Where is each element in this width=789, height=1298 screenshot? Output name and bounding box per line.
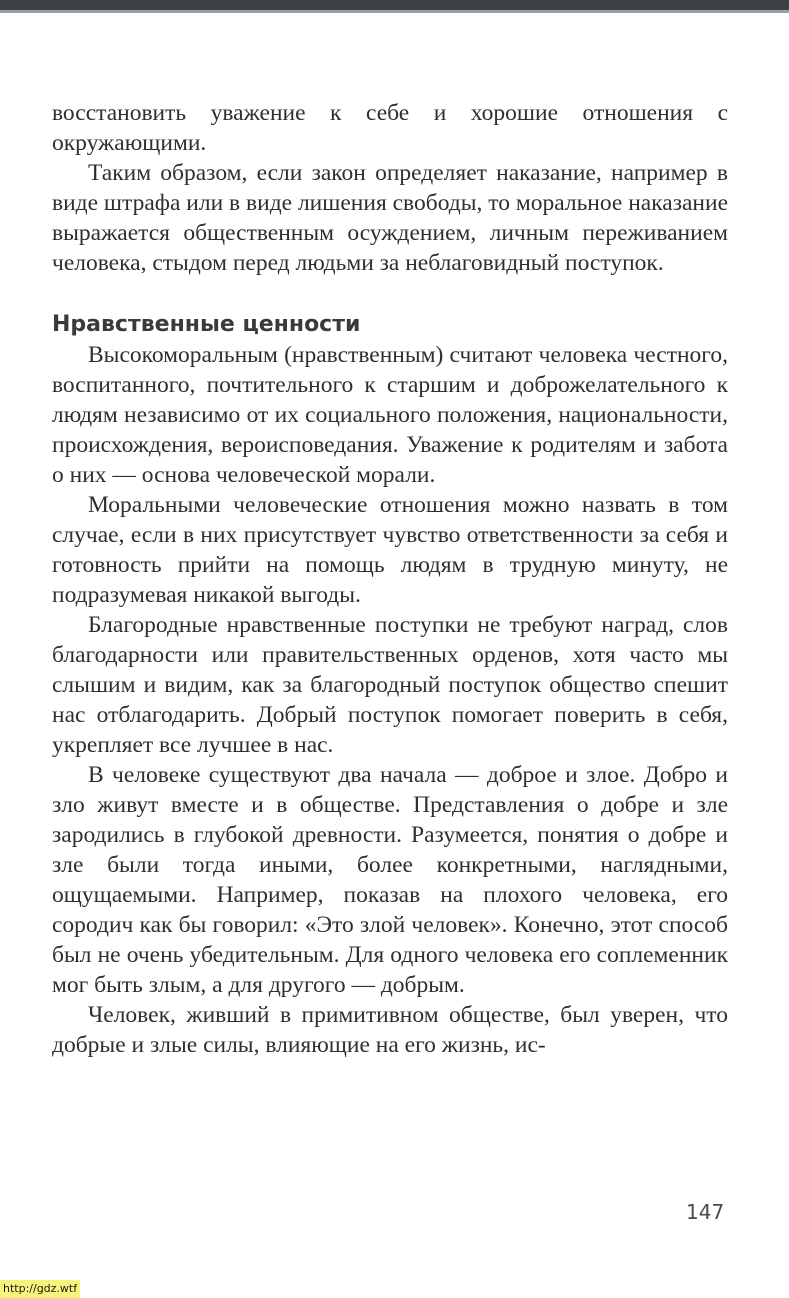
section-heading: Нравственные ценности	[52, 312, 361, 337]
paragraph: Таким образом, если закон определяет наказание, например в виде штрафа или в виде лишения свободы, то моральное наказание выражается общественным осуждением, личным переживанием человека, стыдом перед людьми за неблаговидный поступок.	[52, 160, 729, 276]
watermark-link[interactable]: http://gdz.wtf	[0, 1280, 80, 1298]
paragraph: Человек, живший в примитивном обществе, был уверен, что добрые и злые силы, влияющие на его жизнь, ис-	[52, 1002, 728, 1058]
paragraph-continued: восстановить уважение к себе и хорошие отношения с окружающими.	[52, 100, 728, 156]
book-page-text	[52, 98, 728, 1060]
paragraph: Благородные нравственные поступки не требуют наград, слов благодарности или правительственных орденов, хотя часто мы слышим и видим, как за благородный поступок общество спешит нас отблагодарить. Добрый поступок помогает поверить в себя, укрепляет все лучшее в нас.	[52, 612, 728, 758]
page-top-border	[0, 0, 789, 10]
paragraph: В человеке существуют два начала — доброе и злое. Добро и зло живут вместе и в обществе. Представления о добре и зле зародились в глубокой древности. Разумеется, понятия о добре и зле были тогда иными, более конкретными, наглядными, ощущаемыми. Например, показав на плохого человека, его сородич как бы говорил: «Это злой человек». Конечно, этот способ был не очень убедительным. Для одного человека его соплеменник мог быть злым, а для другого — добрым.	[52, 762, 728, 998]
page-number: 147	[686, 1200, 725, 1224]
paragraph: Высокоморальным (нравственным) считают человека честного, воспитанного, почтительного к старшим и доброжелательного к людям независимо от их социального положения, национальности, происхождения, вероисповедания. Уважение к родителям и забота о них — основа человеческой морали.	[52, 342, 728, 488]
paragraph: Моральными человеческие отношения можно назвать в том случае, если в них присутствует чувство ответственности за себя и готовность прийти на помощь людям в трудную минуту, не подразумевая никакой выгоды.	[52, 492, 728, 608]
